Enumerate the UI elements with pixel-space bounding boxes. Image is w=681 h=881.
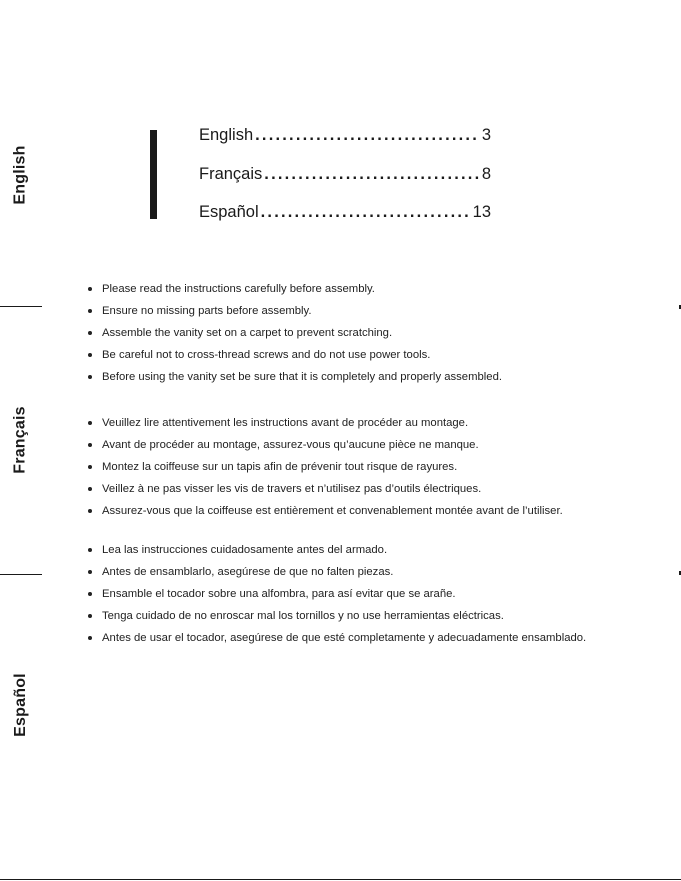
list-item: Tenga cuidado de no enroscar mal los tornillos y no use herramientas eléctricas.	[87, 605, 675, 627]
side-tab-label: Français	[12, 406, 30, 474]
section-divider	[0, 574, 42, 575]
list-item: Be careful not to cross-thread screws and do not use power tools.	[87, 344, 675, 366]
list-item: Veillez à ne pas visser les vis de travers et n’utilisez pas d’outils électriques.	[87, 478, 675, 500]
side-tab-label: Español	[12, 673, 30, 737]
toc-entry-french[interactable]	[199, 165, 491, 204]
notes-list-french	[87, 412, 675, 522]
list-item: Before using the vanity set be sure that it is completely and properly assembled.	[87, 366, 675, 388]
toc-title: English	[199, 126, 254, 144]
section-divider	[0, 306, 42, 307]
list-item: Antes de usar el tocador, asegúrese de que esté completamente y adecuadamente ensamblado.	[87, 627, 675, 649]
list-item: Veuillez lire attentivement les instructions avant de procéder au montage.	[87, 412, 675, 434]
toc-leader-dots	[264, 165, 479, 184]
side-tab-spanish	[0, 650, 42, 760]
list-item: Ensure no missing parts before assembly.	[87, 300, 675, 322]
list-item: Ensamble el tocador sobre una alfombra, para así evitar que se arañe.	[87, 583, 675, 605]
notes-list-spanish	[87, 539, 675, 649]
toc-page-number: 3	[481, 126, 491, 144]
list-item: Assurez-vous que la coiffeuse est entièrement et convenablement montée avant de l’utiliser.	[87, 500, 675, 522]
toc-page-number: 8	[481, 164, 491, 183]
toc-page-number: 13	[472, 203, 491, 221]
toc-entry-english[interactable]	[199, 126, 491, 165]
list-item: Please read the instructions carefully before assembly.	[87, 278, 675, 300]
toc-title: Español	[199, 203, 259, 221]
list-item: Avant de procéder au montage, assurez-vous qu’aucune pièce ne manque.	[87, 434, 675, 456]
page-bottom-rule	[0, 879, 681, 880]
toc-leader-dots	[261, 203, 470, 222]
table-of-contents	[199, 126, 491, 242]
list-item: Lea las instrucciones cuidadosamente antes del armado.	[87, 539, 675, 561]
side-tab-french	[0, 385, 42, 495]
toc-title: Français	[199, 164, 263, 183]
toc-leader-dots	[255, 126, 479, 145]
side-tab-label: English	[12, 145, 29, 205]
side-tab-english	[0, 120, 42, 230]
notes-list-english	[87, 278, 675, 388]
list-item: Montez la coiffeuse sur un tapis afin de prévenir tout risque de rayures.	[87, 456, 675, 478]
toc-entry-spanish[interactable]	[199, 203, 491, 242]
list-item: Antes de ensamblarlo, asegúrese de que no falten piezas.	[87, 561, 675, 583]
list-item: Assemble the vanity set on a carpet to prevent scratching.	[87, 322, 675, 344]
toc-accent-bar	[150, 130, 157, 219]
